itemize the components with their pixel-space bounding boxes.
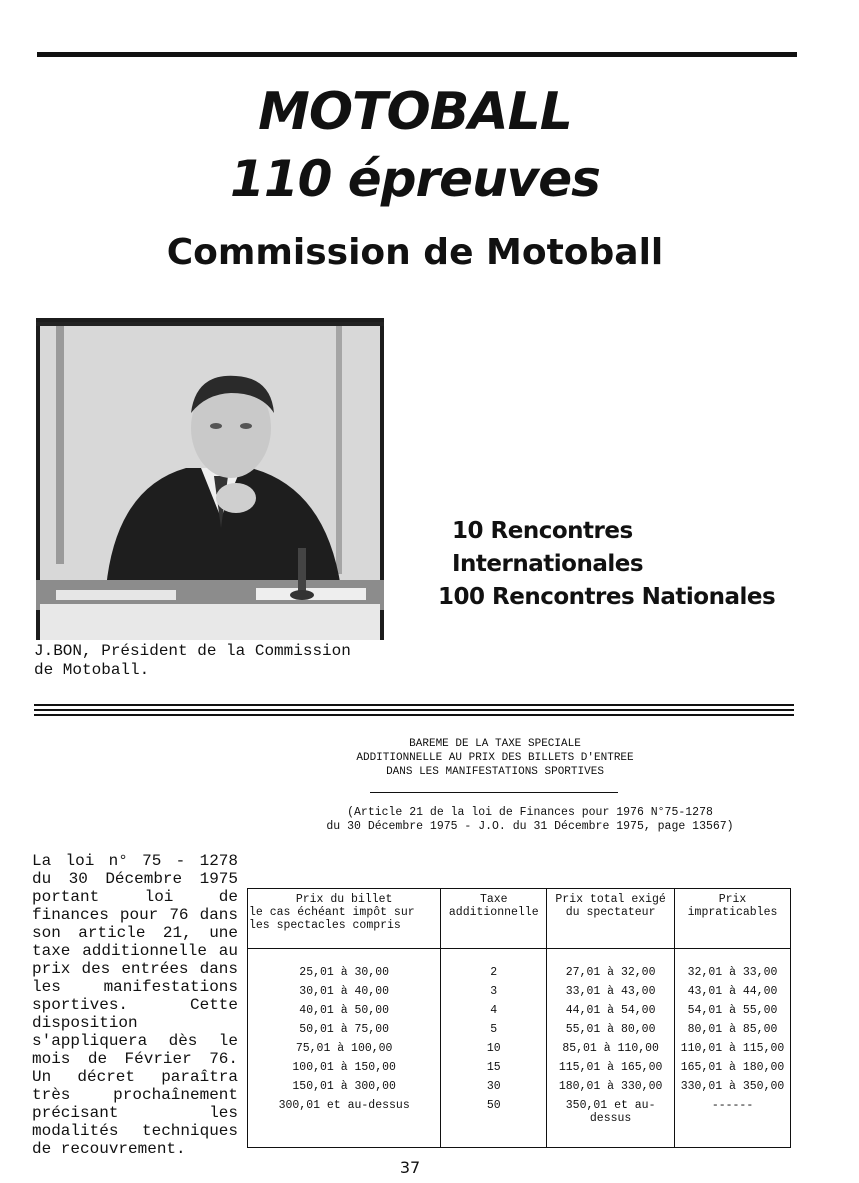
table-row: 300,01 et au-dessus 50 350,01 et au-dessus ------	[248, 1096, 791, 1148]
divider-rule-2	[34, 709, 794, 711]
bareme-line-3: DANS LES MANIFESTATIONS SPORTIVES	[386, 766, 604, 778]
events-summary	[438, 515, 818, 614]
portrait-photo-illustration	[36, 318, 384, 640]
table-spacer-row	[248, 949, 791, 964]
article-reference	[270, 806, 790, 834]
article-line-1: (Article 21 de la loi de Finances pour 1976 N°75-1278	[347, 806, 713, 819]
title-epreuves: 110 épreuves	[230, 150, 600, 208]
international-events: 10 Rencontres Internationales	[452, 518, 644, 577]
header-prix-billet: Prix du billet le cas échéant impôt sur les spectacles compris	[248, 889, 441, 949]
law-text: La loi n° 75 - 1278 du 30 Décembre 1975 portant loi de finances pour 76 dans son article 21, une taxe additionnelle au prix des entrées dans les manifestations sportives. Cette disposition s'appliquera dès le mois de Février 76. Un décret paraîtra très prochaînement précisant les modalités techniques de recouvrement.	[32, 852, 238, 1158]
table-row: 25,01 à 30,00 2 27,01 à 32,00 32,01 à 33,00	[248, 963, 791, 982]
top-rule	[37, 52, 797, 57]
caption-line-1: J.BON, Président de la Commission	[34, 642, 351, 660]
title-motoball: MOTOBALL	[258, 82, 572, 142]
table-row: 150,01 à 300,00 30 180,01 à 330,00 330,01 à 350,00	[248, 1077, 791, 1096]
table-row: 100,01 à 150,00 15 115,01 à 165,00 165,01 à 180,00	[248, 1058, 791, 1077]
divider-rule-3	[34, 714, 794, 716]
bareme-heading	[300, 737, 690, 779]
tax-table-header	[248, 889, 791, 949]
table-row: 40,01 à 50,00 4 44,01 à 54,00 54,01 à 55,00	[248, 1001, 791, 1020]
header-prix-total: Prix total exigé du spectateur	[547, 889, 675, 949]
page-number: 37	[399, 1158, 421, 1177]
table-row: 75,01 à 100,00 10 85,01 à 110,00 110,01 à 115,00	[248, 1039, 791, 1058]
caption-line-2: de Motoball.	[34, 661, 150, 679]
bareme-rule	[370, 792, 618, 793]
header-impraticables: Prix impraticables	[675, 889, 791, 949]
article-line-2: du 30 Décembre 1975 - J.O. du 31 Décembre 1975, page 13567)	[326, 820, 734, 833]
portrait-photo	[36, 318, 384, 640]
page-subtitle: Commission de Motoball	[166, 232, 664, 273]
photo-caption	[34, 642, 394, 680]
law-paragraph	[32, 852, 238, 1158]
bareme-line-1: BAREME DE LA TAXE SPECIALE	[409, 738, 581, 750]
table-row: 30,01 à 40,00 3 33,01 à 43,00 43,01 à 44,00	[248, 982, 791, 1001]
table-row: 50,01 à 75,00 5 55,01 à 80,00 80,01 à 85,00	[248, 1020, 791, 1039]
divider-rule-1	[34, 704, 794, 706]
header-taxe: Taxe additionnelle	[441, 889, 547, 949]
tax-table	[247, 888, 791, 1148]
bareme-line-2: ADDITIONNELLE AU PRIX DES BILLETS D'ENTREE	[356, 752, 634, 764]
national-events: 100 Rencontres Nationales	[438, 584, 776, 610]
